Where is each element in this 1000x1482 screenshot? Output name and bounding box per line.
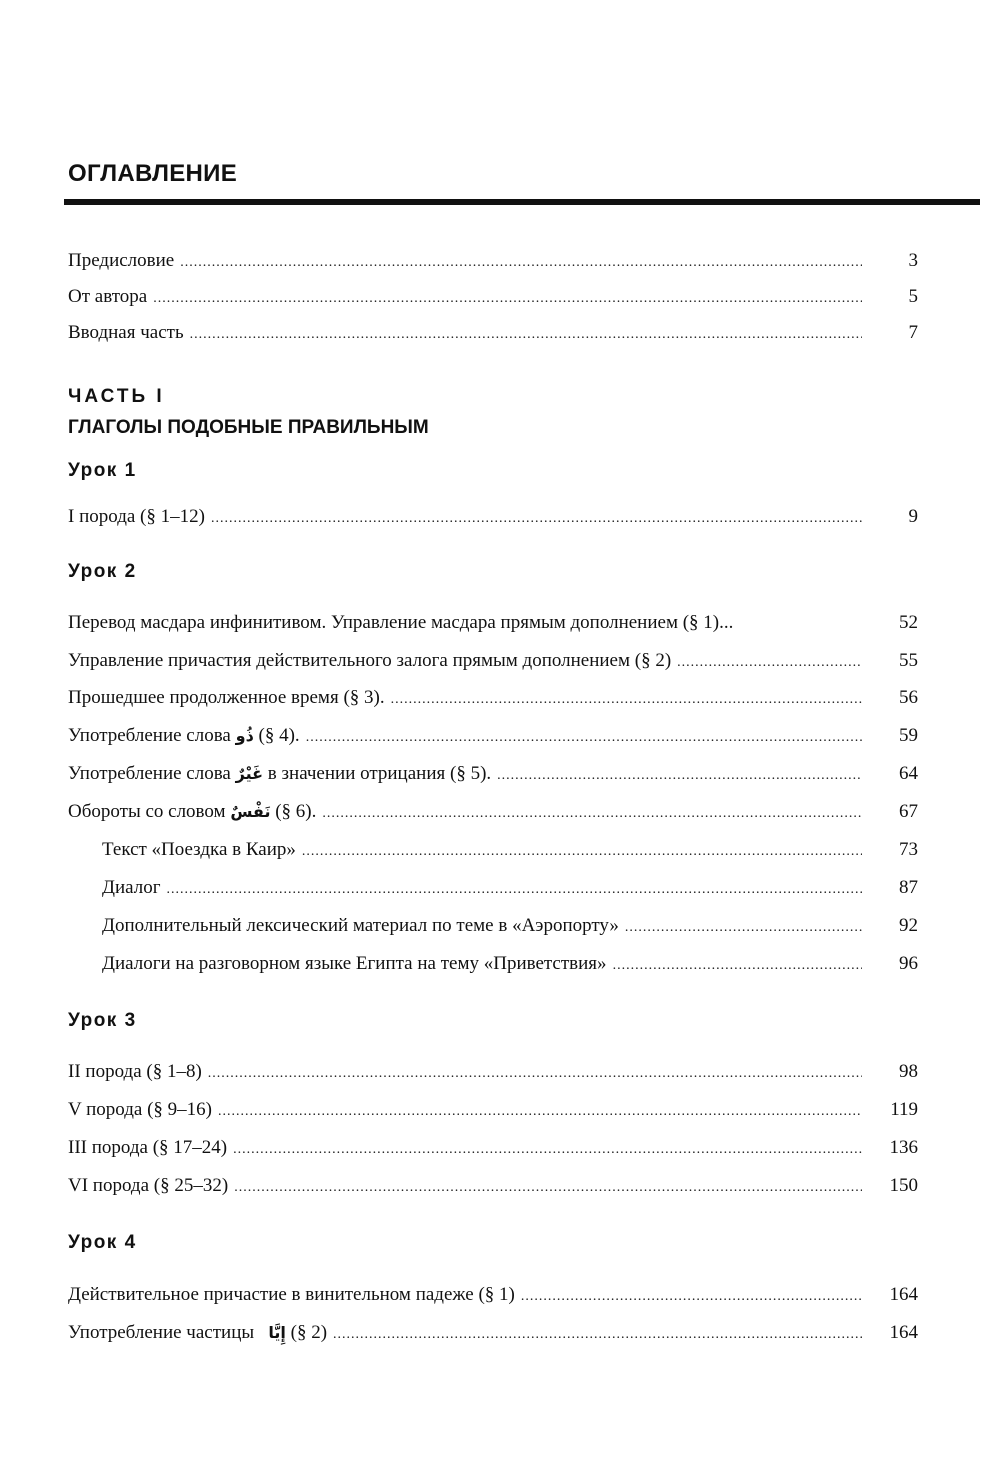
toc-entry[interactable]: [68, 1131, 918, 1161]
entry-page: 7: [908, 322, 918, 343]
lesson-heading: Урок 2: [68, 561, 137, 582]
toc-entry[interactable]: [68, 606, 918, 636]
entry-title: Употребление слова: [68, 763, 231, 784]
toc-entry[interactable]: [102, 947, 918, 977]
entry-page: 150: [889, 1175, 918, 1196]
leader-dots: [208, 1066, 862, 1082]
arabic-word: نَفْسٌ: [230, 802, 271, 821]
leader-dots: [233, 1142, 862, 1158]
toc-entry[interactable]: [68, 757, 918, 787]
lesson-heading: Урок 4: [68, 1232, 137, 1253]
entry-title-suffix: в значении отрицания (§ 5).: [267, 763, 492, 784]
leader-dots: [306, 730, 862, 746]
entry-page: 98: [899, 1061, 918, 1082]
toc-entry[interactable]: [68, 1316, 918, 1346]
leader-dots: [521, 1289, 862, 1305]
leader-dots: [167, 882, 862, 898]
leader-dots: [625, 920, 862, 936]
toc-entry[interactable]: [68, 795, 918, 825]
entry-page: 52: [899, 612, 918, 633]
leader-dots: [497, 768, 862, 784]
entry-title: II порода (§ 1–8): [68, 1061, 202, 1082]
entry-title: Текст «Поездка в Каир»: [102, 839, 296, 860]
entry-title: I порода (§ 1–12): [68, 506, 205, 527]
entry-title: От автора: [68, 286, 148, 307]
arabic-word: غَيْرٌ: [235, 764, 264, 783]
toc-entry[interactable]: [102, 871, 918, 901]
toc-entry[interactable]: [68, 644, 918, 674]
entry-title: Перевод масдара инфинитивом. Управление масдара прямым дополнением (§ 1)...: [68, 612, 734, 633]
entry-title: Действительное причастие в винительном падеже (§ 1): [68, 1284, 515, 1305]
entry-page: 87: [899, 877, 918, 898]
entry-page: 96: [899, 953, 918, 974]
entry-page: 59: [899, 725, 918, 746]
toc-entry-from-author[interactable]: [68, 280, 918, 310]
toc-entry-preface[interactable]: [68, 244, 918, 274]
arabic-word: إِيَّا: [268, 1323, 286, 1342]
leader-dots: [211, 511, 862, 527]
entry-title-suffix: (§ 4).: [258, 725, 300, 746]
lesson-heading: Урок 3: [68, 1010, 137, 1031]
part-label: ЧАСТЬ I: [68, 386, 165, 407]
entry-page: 55: [899, 650, 918, 671]
lesson-heading: Урок 1: [68, 460, 137, 481]
entry-title: Управление причастия действительного залога прямым дополнением (§ 2): [68, 650, 672, 671]
entry-title: Диалог: [102, 877, 161, 898]
entry-page: 119: [890, 1099, 918, 1120]
entry-title: Диалоги на разговорном языке Египта на тему «Приветствия»: [102, 953, 607, 974]
leader-dots: [302, 844, 862, 860]
entry-page: 92: [899, 915, 918, 936]
leader-dots: [613, 958, 862, 974]
entry-page: 164: [889, 1284, 918, 1305]
entry-page: 164: [889, 1322, 918, 1343]
entry-title-suffix: (§ 2): [290, 1322, 328, 1343]
toc-entry-introduction[interactable]: [68, 316, 918, 346]
arabic-word: ذُو: [235, 726, 254, 745]
entry-title: V порода (§ 9–16): [68, 1099, 213, 1120]
leader-dots: [333, 1327, 862, 1343]
page-title: ОГЛАВЛЕНИЕ: [68, 160, 238, 187]
leader-dots: [153, 291, 862, 307]
entry-page: 64: [899, 763, 918, 784]
entry-page: 5: [908, 286, 918, 307]
entry-title: Предисловие: [68, 250, 175, 271]
part-subtitle: ГЛАГОЛЫ ПОДОБНЫЕ ПРАВИЛЬНЫМ: [68, 417, 429, 438]
entry-title: Употребление частицы: [68, 1322, 255, 1343]
toc-entry[interactable]: [68, 500, 918, 530]
leader-dots: [234, 1180, 862, 1196]
toc-entry[interactable]: [68, 1055, 918, 1085]
entry-page: 136: [889, 1137, 918, 1158]
entry-title: Обороты со словом: [68, 801, 226, 822]
leader-dots: [180, 255, 862, 271]
toc-entry[interactable]: [68, 1093, 918, 1123]
toc-entry[interactable]: [68, 719, 918, 749]
toc-entry[interactable]: [68, 1278, 918, 1308]
entry-title: Вводная часть: [68, 322, 184, 343]
entry-page: 56: [899, 687, 918, 708]
toc-entry[interactable]: [68, 1169, 918, 1199]
entry-title: Прошедшее продолженное время (§ 3).: [68, 687, 385, 708]
entry-title: Употребление слова: [68, 725, 231, 746]
entry-page: 3: [908, 250, 918, 271]
leader-dots: [677, 655, 862, 671]
entry-page: 67: [899, 801, 918, 822]
entry-page: 73: [899, 839, 918, 860]
leader-dots: [218, 1104, 862, 1120]
entry-title: III порода (§ 17–24): [68, 1137, 228, 1158]
toc-entry[interactable]: [102, 909, 918, 939]
toc-entry[interactable]: [102, 833, 918, 863]
entry-title: Дополнительный лексический материал по теме в «Аэропорту»: [102, 915, 619, 936]
entry-title: VI порода (§ 25–32): [68, 1175, 229, 1196]
leader-dots: [322, 806, 862, 822]
entry-page: 9: [908, 506, 918, 527]
toc-entry[interactable]: [68, 681, 918, 711]
leader-dots: [391, 692, 862, 708]
entry-title-suffix: (§ 6).: [275, 801, 317, 822]
title-rule: [64, 199, 980, 205]
leader-dots: [190, 327, 862, 343]
